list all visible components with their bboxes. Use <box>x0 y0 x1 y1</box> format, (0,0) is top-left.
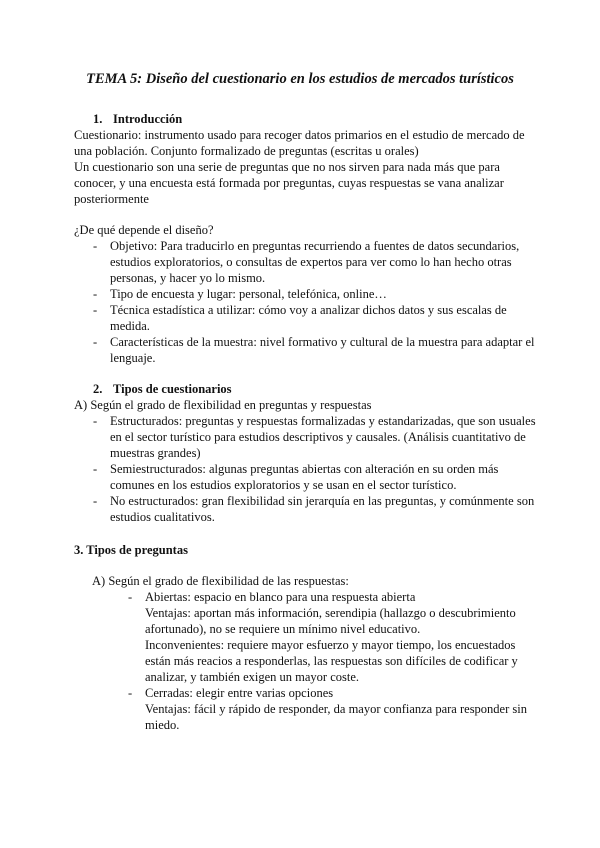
subsection-label: A) Según el grado de flexibilidad de las respuestas: <box>92 574 349 588</box>
intro-paragraph-line: conocer, y una encuesta está formada por preguntas, cuyas respuestas se vana analizar <box>74 176 504 190</box>
list-item-line: en el sector turístico para estudios descriptivos y causales. (Análisis cuantitativo de <box>110 430 526 444</box>
list-item-line: comunes en los estudios exploratorios y se usan en el sector turístico. <box>110 478 457 492</box>
document-title: TEMA 5: Diseño del cuestionario en los estudios de mercados turísticos <box>86 71 514 87</box>
list-item-line: están más reacios a responderlas, las respuestas son difíciles de codificar y <box>145 654 518 668</box>
bullet-dash: - <box>93 414 98 428</box>
intro-paragraph-line: Cuestionario: instrumento usado para recoger datos primarios en el estudio de mercado de <box>74 128 525 142</box>
intro-paragraph-line: una población. Conjunto formalizado de preguntas (escritas u orales) <box>74 144 419 158</box>
list-item-line: Semiestructurados: algunas preguntas abiertas con alteración en su orden más <box>110 462 499 476</box>
section-3-heading: 3. Tipos de preguntas <box>74 543 188 557</box>
bullet-dash: - <box>93 287 98 301</box>
section-2-heading: 2. Tipos de cuestionarios <box>93 382 232 396</box>
list-item-line: medida. <box>110 319 150 333</box>
list-item-line: Ventajas: aportan más información, serendipia (hallazgo o descubrimiento <box>145 606 516 620</box>
list-item-line: Cerradas: elegir entre varias opciones <box>145 686 334 700</box>
list-item-line: No estructurados: gran flexibilidad sin jerarquía en las preguntas, y comúnmente son <box>110 494 535 508</box>
list-item-line: afortunado), no se requiere un mínimo nivel educativo. <box>145 622 421 636</box>
list-item-line: Tipo de encuesta y lugar: personal, telefónica, online… <box>110 287 387 301</box>
section-1-heading: 1. Introducción <box>93 112 183 126</box>
intro-paragraph-line: Un cuestionario son una serie de preguntas que no nos sirven para nada más que para <box>74 160 500 174</box>
list-item-line: estudios cualitativos. <box>110 510 215 524</box>
list-item-line: personas, y hacer yo lo mismo. <box>110 271 266 285</box>
list-item-line: Inconvenientes: requiere mayor esfuerzo y mayor tiempo, los encuestados <box>145 638 516 652</box>
list-item-line: estudios exploratorios, o consultas de expertos para ver como lo han hecho otras <box>110 255 512 269</box>
bullet-dash: - <box>93 462 98 476</box>
bullet-dash: - <box>128 686 133 700</box>
bullet-dash: - <box>128 590 133 604</box>
design-question: ¿De qué depende el diseño? <box>74 223 214 237</box>
list-item-line: analizar, y también exigen un mayor coste. <box>145 670 360 684</box>
list-item-line: Estructurados: preguntas y respuestas formalizadas y estandarizadas, que son usuales <box>110 414 536 428</box>
bullet-dash: - <box>93 303 98 317</box>
list-item-line: lenguaje. <box>110 351 156 365</box>
list-item-line: miedo. <box>145 718 180 732</box>
list-item-line: Técnica estadística a utilizar: cómo voy a analizar dichos datos y sus escalas de <box>110 303 507 317</box>
intro-paragraph-line: posteriormente <box>74 192 149 206</box>
subsection-label: A) Según el grado de flexibilidad en preguntas y respuestas <box>74 398 372 412</box>
list-item-line: Características de la muestra: nivel formativo y cultural de la muestra para adaptar el <box>110 335 535 349</box>
bullet-dash: - <box>93 239 98 253</box>
list-item-line: Objetivo: Para traducirlo en preguntas recurriendo a fuentes de datos secundarios, <box>110 239 520 253</box>
bullet-dash: - <box>93 335 98 349</box>
list-item-line: Ventajas: fácil y rápido de responder, da mayor confianza para responder sin <box>145 702 527 716</box>
bullet-dash: - <box>93 494 98 508</box>
list-item-line: Abiertas: espacio en blanco para una respuesta abierta <box>145 590 416 604</box>
list-item-line: muestras grandes) <box>110 446 201 460</box>
